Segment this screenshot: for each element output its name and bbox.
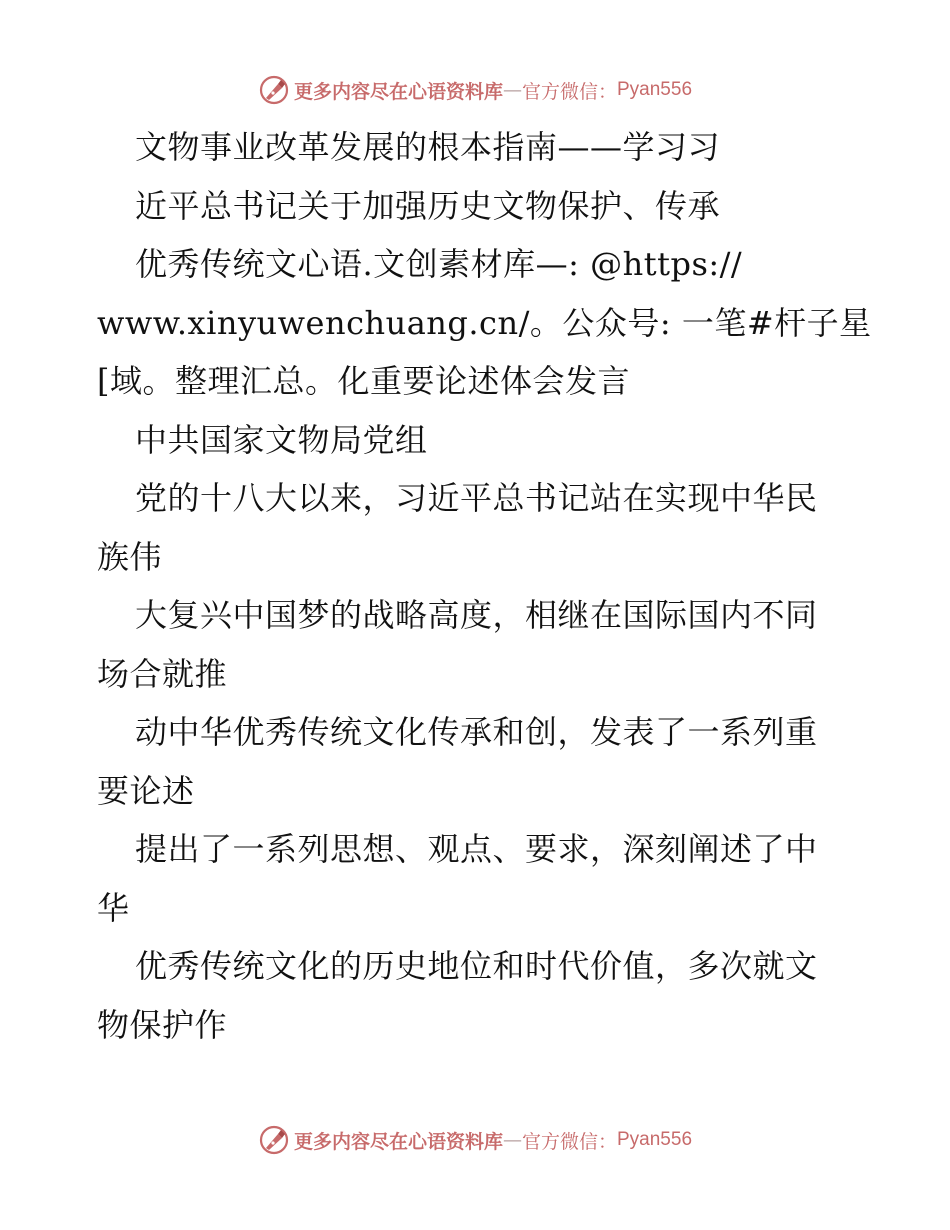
text-line: 中共国家文物局党组 [135,420,428,459]
text-line: 提出了一系列思想、观点、要求，深刻阐述了中 [135,830,818,868]
text-line: [域。整理汇总。化重要论述体会发言 [97,362,630,400]
banner-wechat-id: Pyan556 [617,1129,693,1150]
pen-nib-logo-icon [258,74,290,106]
text-line: 大复兴中国梦的战略高度，相继在国际国内不同 [135,596,818,634]
header-watermark-banner [0,70,950,110]
pen-nib-logo-icon [258,1124,290,1156]
text-line: 优秀传统文化的历史地位和时代价值，多次就文 [135,947,818,985]
banner-separator: — [502,79,522,101]
banner-separator: — [502,1129,522,1151]
banner-wechat-label: 官方微信： [521,80,617,103]
banner-text: 更多内容尽在心语资料库 [293,1130,503,1153]
text-line: 族伟 [97,537,163,576]
banner-text: 更多内容尽在心语资料库 [293,80,503,103]
banner-wechat-label: 官方微信： [521,1130,617,1153]
text-line: 动中华优秀传统文化传承和创，发表了一系列重 [135,713,818,751]
text-line: www.xinyuwenchuang.cn/。公众号: 一笔#杆子星 [97,303,872,342]
document-body [97,118,872,1054]
banner-wechat-id: Pyan556 [617,79,693,100]
text-line: 场合就推 [97,654,228,693]
text-line: 华 [97,888,130,927]
text-line: 优秀传统文心语.文创素材库—: @https:// [135,245,743,283]
text-line: 要论述 [97,771,195,810]
text-line: 近平总书记关于加强历史文物保护、传承 [135,186,721,225]
text-line: 党的十八大以来，习近平总书记站在实现中华民 [135,479,818,517]
text-line: 物保护作 [97,1005,228,1044]
text-line: 文物事业改革发展的根本指南——学习习 [135,128,721,166]
footer-watermark-banner [0,1120,950,1160]
